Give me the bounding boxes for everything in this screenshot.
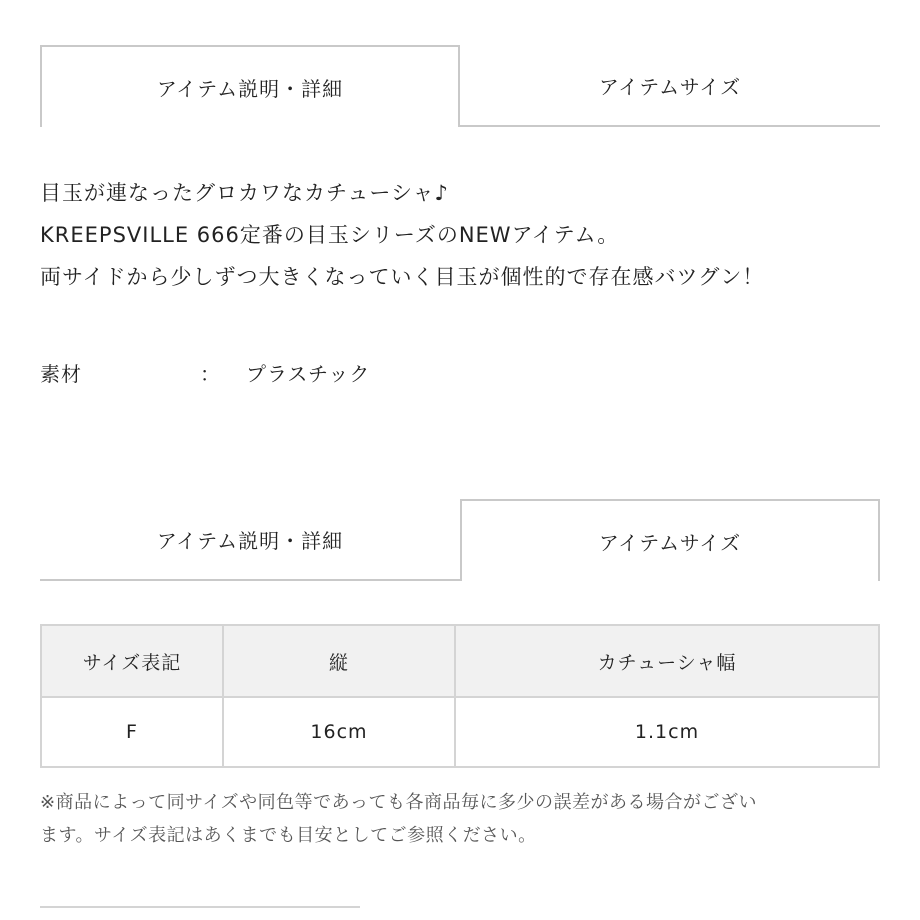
- cell-height: 16cm: [223, 697, 455, 767]
- tab-item-size[interactable]: アイテムサイズ: [460, 499, 880, 581]
- note-line: ます。サイズ表記はあくまでも目安としてご参照ください。: [40, 825, 537, 846]
- description-line: 両サイドから少しずつ大きくなっていく目玉が個性的で存在感バツグン！: [40, 265, 765, 289]
- table-header-row: [41, 625, 879, 697]
- item-description: [40, 172, 880, 298]
- description-line: 目玉が連なったグロカワなカチューシャ♪: [40, 181, 449, 205]
- table-row: [41, 697, 879, 767]
- cell-headband-width: 1.1cm: [455, 697, 879, 767]
- header-size-label: サイズ表記: [41, 625, 223, 697]
- tabs-bottom: [40, 499, 880, 581]
- size-table: [40, 624, 880, 768]
- divider: [40, 906, 360, 908]
- material-value: プラスチック: [246, 362, 371, 386]
- header-headband-width: カチューシャ幅: [455, 625, 879, 697]
- material-label: 素材: [40, 362, 82, 386]
- header-height: 縦: [223, 625, 455, 697]
- note-line: ※商品によって同サイズや同色等であっても各商品毎に多少の誤差がある場合がござい: [40, 792, 757, 813]
- tab-item-description[interactable]: アイテム説明・詳細: [40, 45, 460, 127]
- tab-item-size[interactable]: アイテムサイズ: [460, 45, 880, 127]
- tabs-top: [40, 45, 880, 127]
- tab-item-description[interactable]: アイテム説明・詳細: [40, 499, 460, 581]
- cell-size-label: F: [41, 697, 223, 767]
- material-separator: ：: [200, 362, 221, 386]
- size-note: [40, 786, 880, 852]
- description-line: KREEPSVILLE 666定番の目玉シリーズのNEWアイテム。: [40, 223, 620, 247]
